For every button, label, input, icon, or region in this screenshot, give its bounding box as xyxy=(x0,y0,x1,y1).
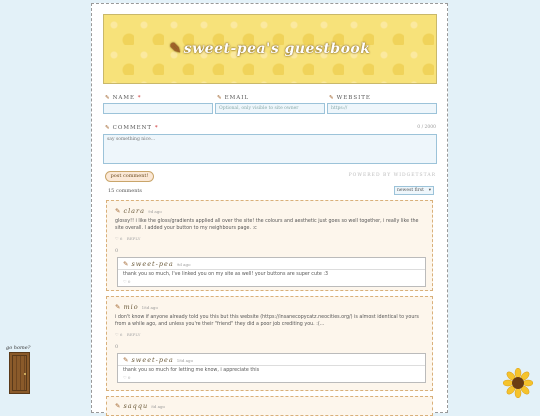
comment-textarea[interactable] xyxy=(103,134,437,164)
chevron-down-icon: ▾ xyxy=(428,188,431,193)
website-placeholder: https:// xyxy=(331,106,348,111)
name-field[interactable] xyxy=(103,103,213,114)
comment-label xyxy=(105,125,159,131)
post-comment-button[interactable]: post comment! xyxy=(105,171,154,182)
heart-icon[interactable]: ♡ xyxy=(115,332,119,337)
reply-author-name: sweet-pea xyxy=(131,356,174,364)
comment-card xyxy=(106,200,433,291)
pencil-icon: ✎ xyxy=(123,356,130,364)
website-label xyxy=(329,95,371,101)
pencil-icon: ✎ xyxy=(115,207,122,215)
name-label-text: NAME xyxy=(112,95,136,101)
like-count: 6 xyxy=(119,236,123,241)
banner-title xyxy=(170,41,371,57)
reply-author xyxy=(123,260,190,268)
comment-card xyxy=(106,396,433,416)
door-knob xyxy=(24,373,26,375)
author-name: saqqu xyxy=(123,402,149,410)
comment-date: 9d ago xyxy=(148,209,162,214)
comment-author xyxy=(115,402,165,410)
reply-count: 0 xyxy=(115,248,119,254)
heart-icon[interactable]: ♡ xyxy=(123,375,127,380)
reply-text: thank you so much for letting me know, i appreciate this xyxy=(123,368,260,373)
reply-author-name: sweet-pea xyxy=(131,260,174,268)
email-field[interactable] xyxy=(215,103,325,114)
email-label-text: EMAIL xyxy=(224,95,250,101)
website-field[interactable] xyxy=(327,103,437,114)
pencil-icon: ✎ xyxy=(105,125,111,131)
sort-value: newest first xyxy=(397,188,424,193)
reply-date: 18d ago xyxy=(176,358,194,363)
author-name: mio xyxy=(123,303,139,311)
email-placeholder: Optional, only visible to site owner xyxy=(219,106,299,111)
comment-author xyxy=(115,303,158,311)
reply-date: 9d ago xyxy=(176,262,191,267)
pencil-icon: ✎ xyxy=(115,402,122,410)
comment-text: glossy!! i like the gloss/gradients applied all over the site! the colours and aesthetic just goes so well together, i really like the site overall. I added your button to my neighbours page. :c xyxy=(115,219,419,231)
comment-author xyxy=(115,207,162,215)
name-label xyxy=(105,95,142,101)
comment-date: 8d ago xyxy=(151,404,165,409)
pencil-icon: ✎ xyxy=(217,95,223,101)
comment-actions xyxy=(115,236,140,241)
comment-actions xyxy=(115,332,140,337)
reply-card xyxy=(117,257,426,287)
pencil-icon: ✎ xyxy=(123,260,130,268)
comment-placeholder: say something nice... xyxy=(107,137,156,142)
like-count: 0 xyxy=(127,279,131,284)
reply-divider xyxy=(118,269,425,270)
pencil-icon: ✎ xyxy=(105,95,111,101)
like-count: 0 xyxy=(127,375,131,380)
comment-char-count: 0 / 2000 xyxy=(417,125,436,130)
go-home-label[interactable]: go home? xyxy=(6,345,31,351)
reply-card xyxy=(117,353,426,383)
comment-text: i don't know if anyone already told you this but this website (https://insanecopycatz.neocities.org/) is almost identical to yours from a while ago, and unless you're their "friend" they did a poor job crediting you. :(... xyxy=(115,315,419,327)
like-count: 6 xyxy=(119,332,123,337)
pencil-icon: ✎ xyxy=(329,95,335,101)
guestbook-banner xyxy=(103,14,437,84)
required-mark: * xyxy=(137,95,142,101)
door-icon[interactable] xyxy=(9,352,30,394)
reply-button[interactable]: REPLY xyxy=(126,236,141,241)
heart-icon[interactable]: ♡ xyxy=(123,279,127,284)
website-label-text: WEBSITE xyxy=(336,95,371,101)
reply-text: thank you so much, I've linked you on my site as well! your buttons are super cute :3 xyxy=(123,272,329,277)
powered-by-link[interactable]: POWERED BY WIDGETSTAR xyxy=(348,173,436,178)
pencil-icon: ✎ xyxy=(115,303,122,311)
required-mark: * xyxy=(154,125,159,131)
comment-label-text: COMMENT xyxy=(112,125,153,131)
heart-icon[interactable]: ♡ xyxy=(115,236,119,241)
reply-actions xyxy=(123,375,130,380)
reply-count: 0 xyxy=(115,344,119,350)
reply-author xyxy=(123,356,193,364)
guestbook-panel xyxy=(91,3,448,413)
comment-card xyxy=(106,296,433,391)
reply-actions xyxy=(123,279,130,284)
sunflower-icon xyxy=(503,368,533,398)
banner-title-text: sweet-pea's guestbook xyxy=(183,41,371,57)
reply-divider xyxy=(118,365,425,366)
comment-count: 15 comments xyxy=(108,188,142,194)
author-name: clara xyxy=(123,207,146,215)
comment-date: 18d ago xyxy=(141,305,158,310)
sort-select[interactable] xyxy=(394,186,434,195)
pencil-icon: ✎ xyxy=(169,41,182,57)
email-label xyxy=(217,95,249,101)
reply-button[interactable]: REPLY xyxy=(126,332,141,337)
